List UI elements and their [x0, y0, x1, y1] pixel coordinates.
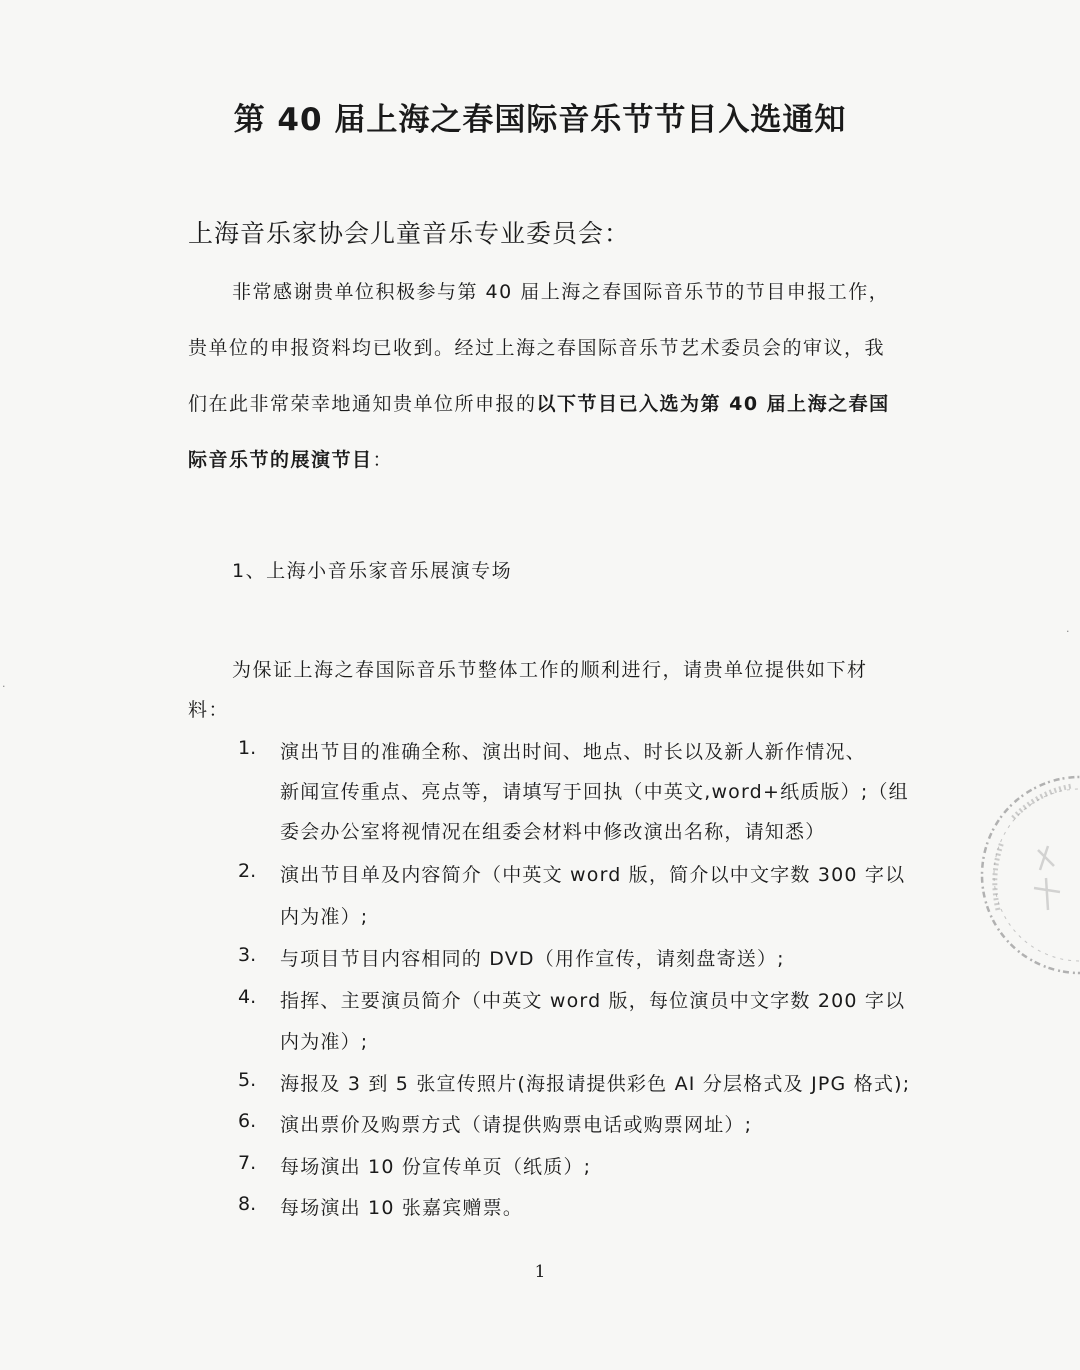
list-item-line: 内为准）; [280, 1031, 369, 1053]
list-item-line: 演出票价及购票方式（请提供购票电话或购票网址）; [280, 1114, 753, 1136]
list-item-line: 演出节目单及内容简介（中英文 word 版，简介以中文字数 300 字以 [280, 864, 906, 886]
document-title: 第 40 届上海之春国际音乐节节目入选通知 [233, 102, 847, 138]
list-item-number: 6. [238, 1110, 257, 1132]
materials-intro-line-2: 料： [188, 699, 230, 721]
list-item-line: 委会办公室将视情况在组委会材料中修改演出名称，请知悉） [280, 821, 826, 843]
intro-line-2: 贵单位的申报资料均已收到。经过上海之春国际音乐节艺术委员会的审议，我 [188, 337, 886, 359]
list-item-line: 新闻宣传重点、亮点等，请填写于回执（中英文,word+纸质版）;（组 [280, 781, 909, 803]
intro-line-1: 非常感谢贵单位积极参与第 40 届上海之春国际音乐节的节目申报工作， [232, 281, 890, 303]
scan-mark: · [2, 680, 6, 693]
intro-line-3-text: 们在此非常荣幸地通知贵单位所申报的 [188, 393, 537, 415]
intro-line-4-bold: 际音乐节的展演节目 [188, 449, 373, 471]
list-item-number: 1. [238, 737, 257, 759]
materials-intro-line-1: 为保证上海之春国际音乐节整体工作的顺利进行，请贵单位提供如下材 [232, 659, 868, 681]
intro-line-3 [188, 389, 890, 416]
intro-line-4 [188, 445, 393, 472]
list-item-number: 8. [238, 1193, 257, 1215]
list-item-number: 4. [238, 986, 257, 1008]
addressee: 上海音乐家协会儿童音乐专业委员会： [188, 219, 631, 248]
list-item-number: 5. [238, 1069, 257, 1091]
scan-mark: · [1066, 625, 1070, 638]
list-item-line: 与项目节目内容相同的 DVD（用作宣传，请刻盘寄送）; [280, 948, 785, 970]
list-item-line: 每场演出 10 张嘉宾赠票。 [280, 1197, 524, 1219]
list-item-number: 2. [238, 860, 257, 882]
list-item-number: 3. [238, 944, 257, 966]
list-item-line: 海报及 3 到 5 张宣传照片(海报请提供彩色 AI 分层格式及 JPG 格式); [280, 1073, 911, 1095]
list-item-line: 指挥、主要演员简介（中英文 word 版，每位演员中文字数 200 字以 [280, 990, 906, 1012]
page-number: 1 [534, 1262, 546, 1282]
intro-line-4-end: ： [372, 449, 394, 471]
list-item-line: 每场演出 10 份宣传单页（纸质）; [280, 1156, 592, 1178]
list-item-number: 7. [238, 1152, 257, 1174]
list-item-line: 内为准）; [280, 906, 369, 928]
selected-program: 1、上海小音乐家音乐展演专场 [232, 560, 513, 582]
list-item-line: 演出节目的准确全称、演出时间、地点、时长以及新人新作情况、 [280, 741, 866, 763]
official-seal-stamp [968, 770, 1080, 980]
intro-line-3-bold: 以下节目已入选为第 40 届上海之春国 [536, 393, 890, 415]
